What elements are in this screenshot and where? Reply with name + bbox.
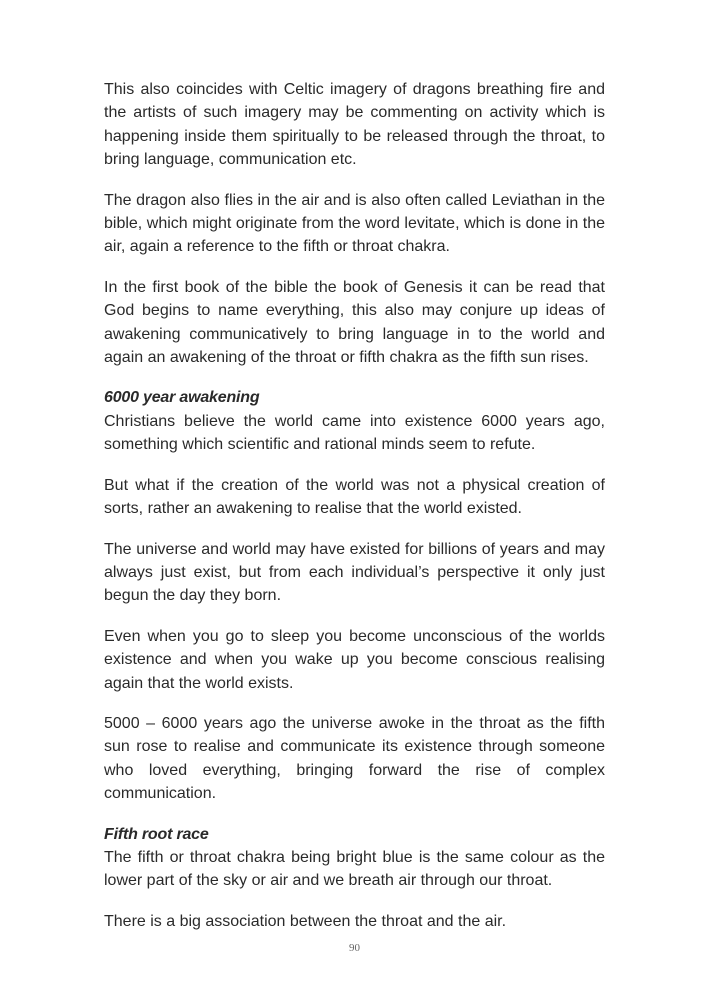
page-body (104, 78, 605, 933)
paragraph: Christians believe the world came into existence 6000 years ago, something which scientific and rational minds seem to refute. (104, 412, 605, 454)
paragraph: 5000 – 6000 years ago the universe awoke in the throat as the fifth sun rose to realise and communicate its existence through someone who loved everything, bringing forward the rise of complex communication. (104, 714, 605, 803)
paragraph: The fifth or throat chakra being bright blue is the same colour as the lower part of the sky or air and we breath air through our throat. (104, 848, 605, 890)
section-heading: Fifth root race (104, 825, 209, 843)
paragraph: There is a big association between the throat and the air. (104, 912, 507, 930)
paragraph: The dragon also flies in the air and is also often called Leviathan in the bible, which might originate from the word levitate, which is done in the air, again a reference to the fifth or throat chakra. (104, 191, 605, 256)
section-6000-year-awakening (104, 386, 605, 456)
section-fifth-root-race (104, 823, 605, 893)
paragraph: In the first book of the bible the book of Genesis it can be read that God begins to name everything, this also may conjure up ideas of awakening communicatively to bring language in to the world and again an awakening of the throat or fifth chakra as the fifth sun rises. (104, 278, 605, 367)
paragraph: This also coincides with Celtic imagery of dragons breathing fire and the artists of such imagery may be commenting on activity which is happening inside them spiritually to be released through the throat, to bring language, communication etc. (104, 81, 605, 169)
section-heading: 6000 year awakening (104, 389, 260, 407)
paragraph: The universe and world may have existed for billions of years and may always just exist, but from each individual’s perspective it only just begun the day they born. (104, 540, 605, 605)
paragraph: But what if the creation of the world was not a physical creation of sorts, rather an awakening to realise that the world existed. (104, 476, 605, 518)
page-number: 90 (349, 942, 360, 954)
paragraph: Even when you go to sleep you become unconscious of the worlds existence and when you wake up you become conscious realising again that the world exists. (104, 627, 605, 692)
